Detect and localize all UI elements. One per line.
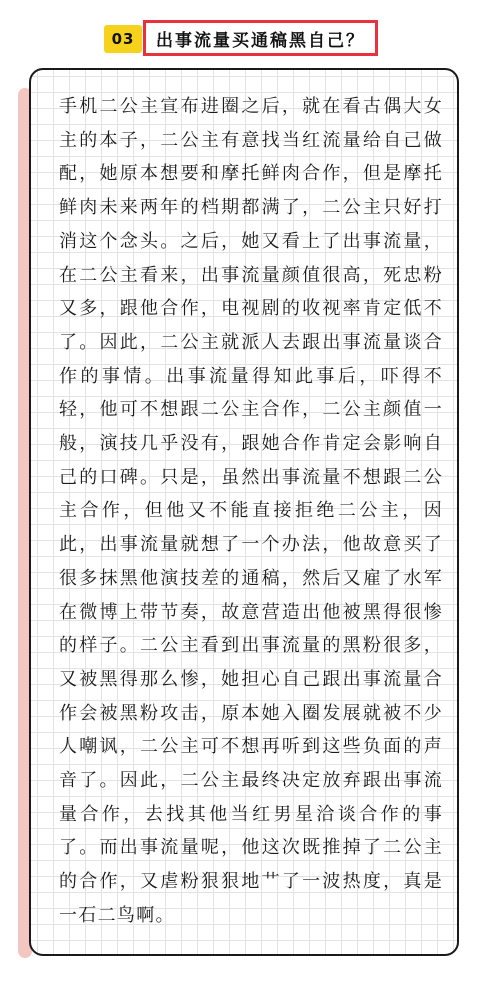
section-header	[0, 20, 479, 60]
section-title: 出事流量买通稿黑自己？	[143, 20, 378, 56]
article-card	[29, 68, 459, 956]
article-body: 手机二公主宣布进圈之后，就在看古偶大女主的本子，二公主有意找当红流量给自己做配，她原本想要和摩托鲜肉合作，但是摩托鲜肉未来两年的档期都满了，二公主只好打消这个念头。之后，她又看上了出事流量，在二公主看来，出事流量颜值很高，死忠粉又多，跟他合作，电视剧的收视率肯定低不了。因此，二公主就派人去跟出事流量谈合作的事情。出事流量得知此事后，吓得不轻，他可不想跟二公主合作，二公主颜值一般，演技几乎没有，跟她合作肯定会影响自己的口碑。只是，虽然出事流量不想跟二公主合作，但他又不能直接拒绝二公主，因此，出事流量就想了一个办法，他故意买了很多抹黑他演技差的通稿，然后又雇了水军在微博上带节奏，故意营造出他被黑得很惨的样子。二公主看到出事流量的黑粉很多，又被黑得那么惨，她担心自己跟出事流量合作会被黑粉攻击，原本她入圈发展就被不少人嘲讽，二公主可不想再听到这些负面的声音了。因此，二公主最终决定放弃跟出事流量合作，去找其他当红男星洽谈合作的事了。而出事流量呢，他这次既推掉了二公主的合作，又虐粉狠狠地艹了一波热度，真是一石二鸟啊。	[59, 96, 443, 926]
section-number-badge: 03	[104, 25, 142, 53]
